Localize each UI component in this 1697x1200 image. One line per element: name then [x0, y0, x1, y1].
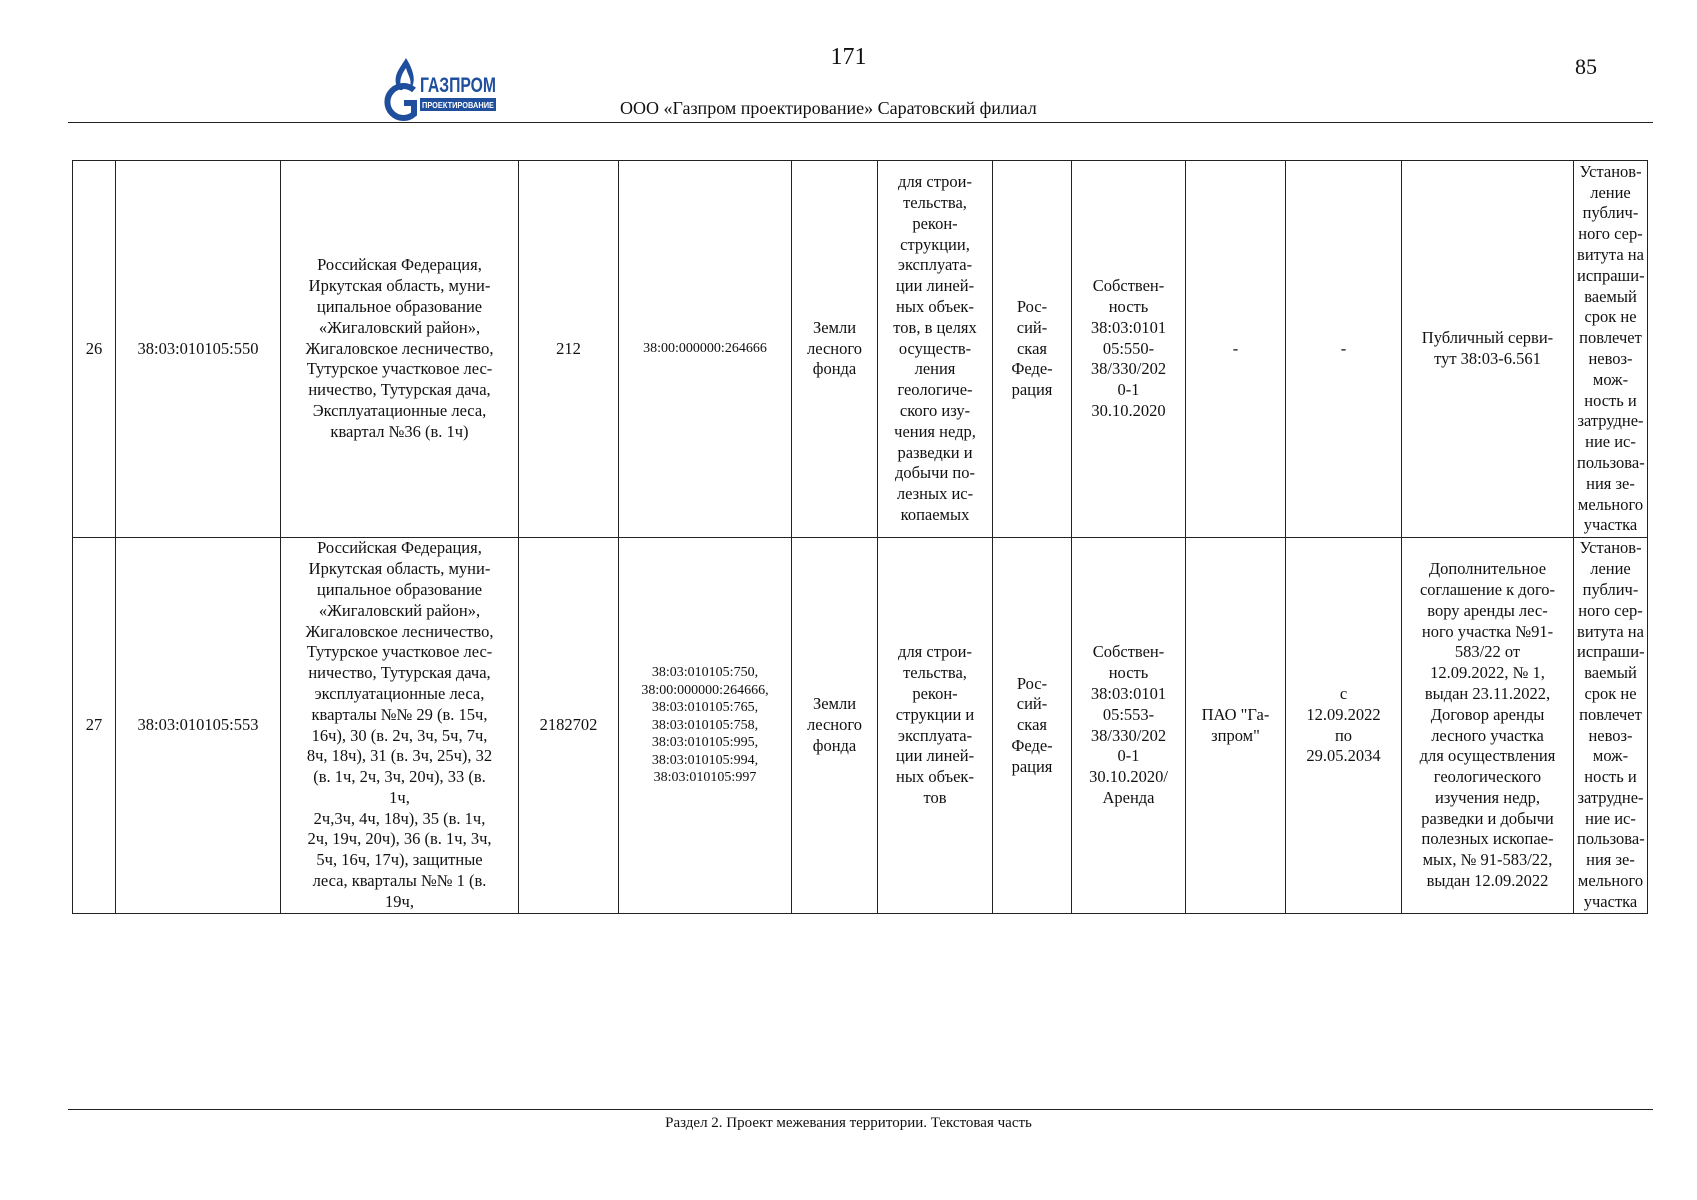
footer-section-title: Раздел 2. Проект межевания территории. Текстовая часть — [665, 1115, 1032, 1131]
plot-area: 212 — [519, 161, 619, 538]
owner: Рос- сий- ская Феде- рация — [993, 538, 1072, 914]
table-row — [73, 161, 1648, 538]
owner: Рос- сий- ская Феде- рация — [993, 161, 1072, 538]
lease-term: с 12.09.2022 по 29.05.2034 — [1286, 538, 1402, 914]
right-registration: Собствен- ность 38:03:0101 05:550- 38/330/202 0-1 30.10.2020 — [1072, 161, 1186, 538]
plot-area: 2182702 — [519, 538, 619, 914]
cadastral-number: 38:03:010105:550 — [116, 161, 281, 538]
justification: Установ- ление публич- ного сер- витута на испраши- ваемый срок не повлечет невоз- мож- ность и затрудне- ние ис- пользова- ния зе- мельного участка — [1574, 161, 1648, 538]
land-plot-table — [72, 160, 1648, 914]
justification: Установ- ление публич- ного сер- витута на испраши- ваемый срок не повлечет невоз- мож- ность и затрудне- ние ис- пользова- ния зе- мельного участка — [1574, 538, 1648, 914]
logo-subtitle: ПРОЕКТИРОВАНИЕ — [422, 100, 495, 110]
permitted-use: для строи- тельства, рекон- струкции, эксплуата- ции линей- ных объек- тов, в целях осуществ- ления геологиче- ского изу- чения недр, разведки и добычи по- лезных ис- копаемых — [878, 161, 993, 538]
table-row — [73, 538, 1648, 914]
right-registration: Собствен- ность 38:03:0101 05:553- 38/330/202 0-1 30.10.2020/ Аренда — [1072, 538, 1186, 914]
land-category: Земли лесного фонда — [792, 538, 878, 914]
tenant: ПАО "Га- зпром" — [1186, 538, 1286, 914]
sheet-number: 85 — [1575, 54, 1597, 79]
cadastral-number: 38:03:010105:553 — [116, 538, 281, 914]
logo-wordmark: ГАЗПРОМ — [420, 74, 496, 97]
parent-cadastral-numbers: 38:03:010105:750, 38:00:000000:264666, 38:03:010105:765, 38:03:010105:758, 38:03:010105:995, 38:03:010105:994, 38:03:010105:997 — [619, 538, 792, 914]
row-number: 26 — [73, 161, 116, 538]
encumbrance: Дополнительное соглашение к дого- вору аренды лес- ного участка №91- 583/22 от 12.09.2022, № 1, выдан 23.11.2022, Договор аренды лесного участка для осуществления геологического изучения недр, разведки и добычи полезных ископае- мых, № 91-583/22, выдан 12.09.2022 — [1402, 538, 1574, 914]
page-number: 171 — [830, 44, 867, 70]
encumbrance: Публичный серви- тут 38:03-6.561 — [1402, 161, 1574, 538]
plot-address: Российская Федерация, Иркутская область, муни- ципальное образование «Жигаловский район», Жигаловское лесничество, Тутурское участковое лес- ничество, Тутурская дача, Эксплуатационные леса, квартал №36 (в. 1ч) — [281, 161, 519, 538]
tenant: - — [1186, 161, 1286, 538]
header-rule — [68, 122, 1653, 123]
lease-term: - — [1286, 161, 1402, 538]
plot-address: Российская Федерация, Иркутская область, муни- ципальное образование «Жигаловский район», Жигаловское лесничество, Тутурское участковое лес- ничество, Тутурская дача, эксплуатационные леса, кварталы №№ 29 (в. 15ч, 16ч), 30 (в. 2ч, 3ч, 5ч, 7ч, 8ч, 18ч), 31 (в. 3ч, 25ч), 32 (в. 1ч, 2ч, 3ч, 20ч), 33 (в. 1ч, 2ч,3ч, 4ч, 18ч), 35 (в. 1ч, 2ч, 19ч, 20ч), 36 (в. 1ч, 3ч, 5ч, 16ч, 17ч), защитные леса, кварталы №№ 1 (в. 19ч, — [281, 538, 519, 914]
row-number: 27 — [73, 538, 116, 914]
footer-rule — [68, 1109, 1653, 1110]
parent-cadastral-numbers: 38:00:000000:264666 — [619, 161, 792, 538]
gazprom-logo — [384, 56, 499, 120]
permitted-use: для строи- тельства, рекон- струкции и эксплуата- ции линей- ных объек- тов — [878, 538, 993, 914]
land-category: Земли лесного фонда — [792, 161, 878, 538]
organization-name: ООО «Газпром проектирование» Саратовский филиал — [620, 98, 1037, 118]
